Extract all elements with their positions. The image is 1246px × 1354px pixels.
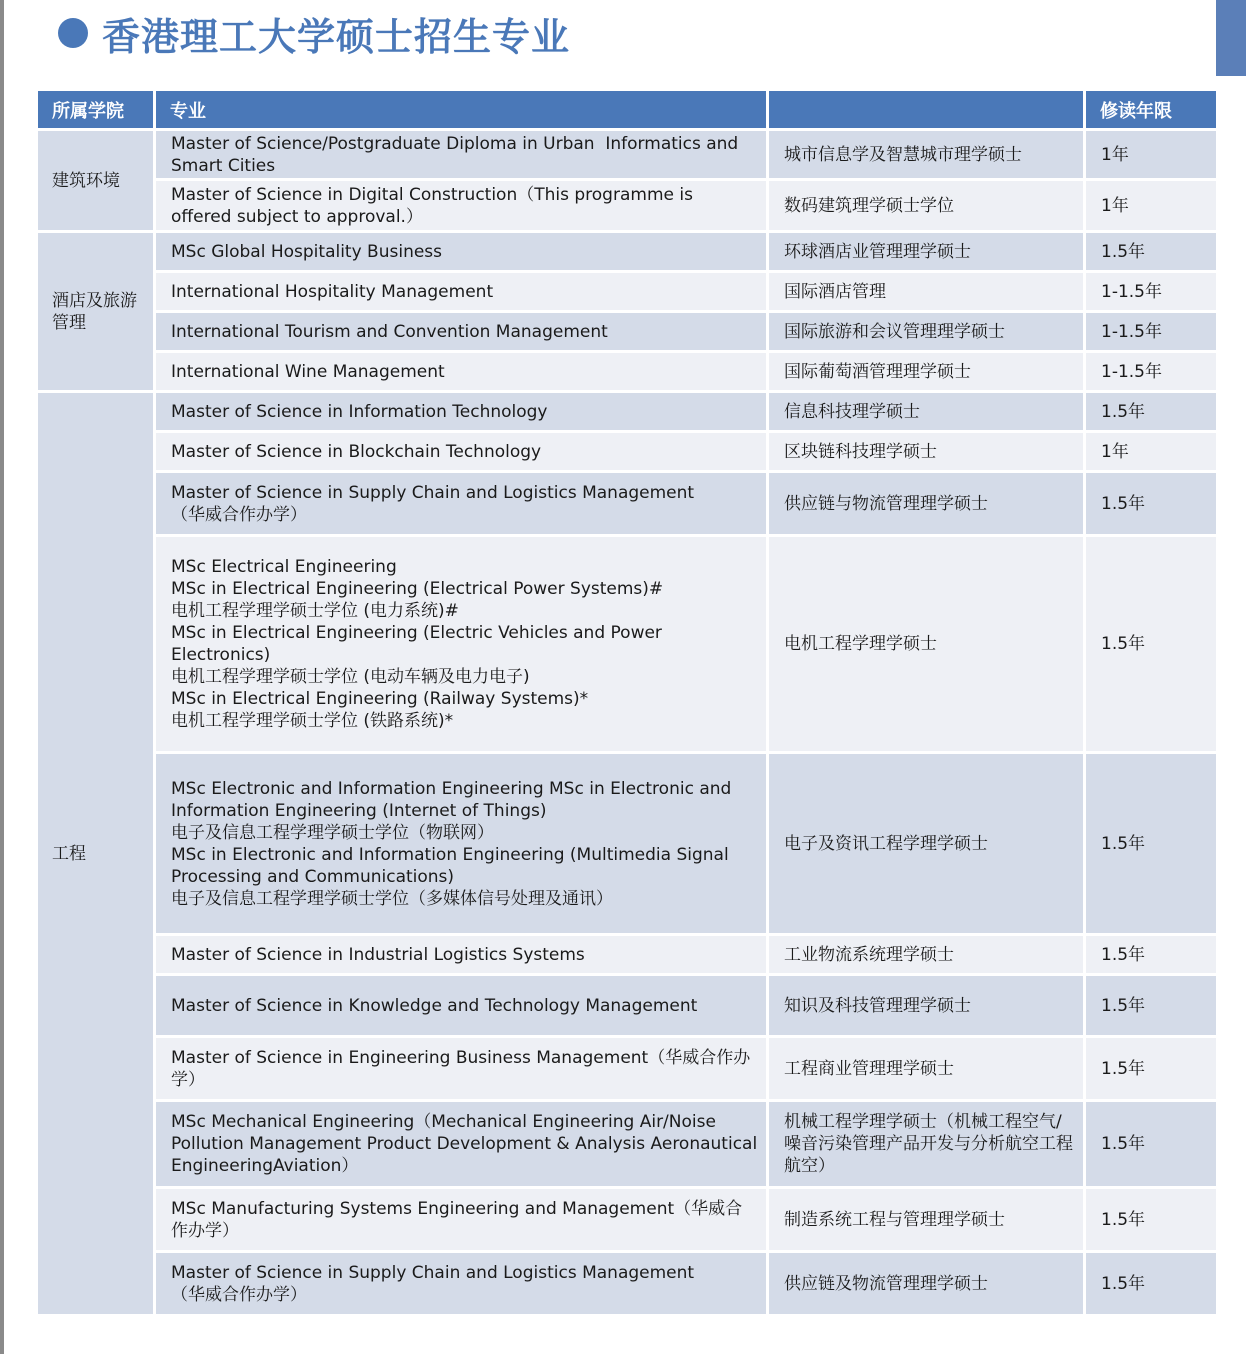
school-cell: 工程 (38, 393, 156, 1317)
chinese-name-line: 电子及资讯工程学理学硕士 (784, 833, 988, 854)
chinese-name-cell (769, 233, 1086, 273)
program-line: International Tourism and Convention Management (171, 321, 608, 342)
chinese-name-line: 城市信息学及智慧城市理学硕士 (784, 144, 1022, 165)
duration-cell: 1.5年 (1086, 754, 1216, 936)
chinese-name-line: 制造系统工程与管理理学硕士 (784, 1209, 1005, 1230)
chinese-name-line: 机械工程学理学硕士（机械工程空气/噪音污染管理产品开发与分析航空工程航空） (784, 1112, 1073, 1176)
program-cell (156, 313, 769, 353)
duration-cell: 1-1.5年 (1086, 273, 1216, 313)
school-cell: 建筑环境 (38, 131, 156, 233)
chinese-name-line: 供应链与物流管理理学硕士 (784, 493, 988, 514)
program-cell (156, 1189, 769, 1253)
table-row (38, 1253, 1216, 1317)
header-program: 专业 (156, 91, 769, 131)
program-cell (156, 976, 769, 1038)
program-cell (156, 233, 769, 273)
duration-cell: 1.5年 (1086, 233, 1216, 273)
table-row (38, 936, 1216, 976)
program-cell (156, 393, 769, 433)
program-line: MSc Mechanical Engineering（Mechanical Engineering Air/Noise Pollution Management Product Development & Analysis Aeronautical EngineeringAviation） (171, 1112, 763, 1176)
chinese-name-cell (769, 181, 1086, 233)
program-line: （华威合作办学） (171, 504, 307, 525)
program-cell (156, 473, 769, 537)
program-cell (156, 131, 769, 181)
chinese-name-cell (769, 754, 1086, 936)
table-row (38, 313, 1216, 353)
program-line: Master of Science in Engineering Business Management（华威合作办学） (171, 1047, 751, 1090)
program-line: Master of Science in Digital Construction（This programme is offered subject to approval.） (171, 184, 699, 227)
program-line: 电子及信息工程学理学硕士学位（多媒体信号处理及通讯） (171, 888, 613, 909)
program-line: Master of Science in Industrial Logistics Systems (171, 944, 585, 965)
duration-cell: 1-1.5年 (1086, 353, 1216, 393)
program-line: Master of Science in Supply Chain and Logistics Management (171, 482, 695, 503)
duration-cell: 1年 (1086, 433, 1216, 473)
table-row (38, 754, 1216, 936)
table-row (38, 181, 1216, 233)
chinese-name-line: 国际旅游和会议管理理学硕士 (784, 321, 1005, 342)
program-line: MSc Global Hospitality Business (171, 241, 443, 262)
table-row (38, 131, 1216, 181)
table-row (38, 273, 1216, 313)
chinese-name-cell (769, 1189, 1086, 1253)
program-cell (156, 936, 769, 976)
program-cell (156, 273, 769, 313)
program-line: 电子及信息工程学理学硕士学位（物联网） (171, 822, 494, 843)
program-cell (156, 181, 769, 233)
program-line: International Hospitality Management (171, 281, 494, 302)
chinese-name-line: 电机工程学理学硕士 (784, 634, 937, 654)
program-line: MSc Manufacturing Systems Engineering and Management（华威合作办学） (171, 1198, 743, 1241)
table-row (38, 233, 1216, 273)
chinese-name-line: 知识及科技管理理学硕士 (784, 995, 971, 1016)
program-line: MSc Electronic and Information Engineering MSc in Electronic and Information Engineering (Internet of Things) (171, 778, 737, 821)
program-line: （华威合作办学） (171, 1284, 307, 1305)
chinese-name-cell (769, 313, 1086, 353)
table-row (38, 1038, 1216, 1102)
chinese-name-line: 国际葡萄酒管理理学硕士 (784, 361, 971, 382)
duration-cell: 1年 (1086, 131, 1216, 181)
table-row (38, 537, 1216, 754)
program-cell (156, 1253, 769, 1317)
chinese-name-line: 信息科技理学硕士 (784, 401, 920, 422)
table-row (38, 433, 1216, 473)
program-line: 电机工程学理学硕士学位 (电力系统)# (171, 601, 459, 621)
duration-cell: 1.5年 (1086, 473, 1216, 537)
duration-cell: 1-1.5年 (1086, 313, 1216, 353)
chinese-name-line: 工程商业管理理学硕士 (784, 1058, 954, 1079)
chinese-name-cell (769, 1102, 1086, 1189)
duration-cell: 1.5年 (1086, 1189, 1216, 1253)
chinese-name-line: 供应链及物流管理理学硕士 (784, 1273, 988, 1294)
chinese-name-cell (769, 131, 1086, 181)
program-line: MSc in Electrical Engineering (Electrical Power Systems)# (171, 579, 664, 599)
chinese-name-line: 国际酒店管理 (784, 281, 886, 302)
program-line: Master of Science in Information Technology (171, 401, 548, 422)
duration-cell: 1.5年 (1086, 393, 1216, 433)
program-cell (156, 353, 769, 393)
chinese-name-cell (769, 433, 1086, 473)
program-line: MSc in Electrical Engineering (Electric Vehicles and Power Electronics) (171, 623, 668, 665)
program-cell (156, 754, 769, 936)
program-line: International Wine Management (171, 361, 445, 382)
program-cell (156, 433, 769, 473)
school-cell: 酒店及旅游管理 (38, 233, 156, 393)
duration-cell: 1.5年 (1086, 976, 1216, 1038)
table-row (38, 1189, 1216, 1253)
programs-table (38, 91, 1216, 1317)
chinese-name-line: 工业物流系统理学硕士 (784, 944, 954, 965)
program-line: 电机工程学理学硕士学位 (铁路系统)* (171, 711, 454, 731)
chinese-name-line: 区块链科技理学硕士 (784, 441, 937, 462)
chinese-name-cell (769, 537, 1086, 754)
chinese-name-cell (769, 473, 1086, 537)
table-header-row (38, 91, 1216, 131)
page-header (58, 8, 570, 58)
table-row (38, 473, 1216, 537)
header-school: 所属学院 (38, 91, 156, 131)
table-row (38, 976, 1216, 1038)
page-title: 香港理工大学硕士招生专业 (102, 14, 571, 59)
program-line: MSc in Electronic and Information Engineering (Multimedia Signal Processing and Communications) (171, 844, 735, 887)
duration-cell: 1.5年 (1086, 1253, 1216, 1317)
duration-cell: 1.5年 (1086, 1038, 1216, 1102)
page-left-edge (0, 0, 4, 1354)
programs-table-wrapper (38, 91, 1216, 1317)
table-row (38, 1102, 1216, 1189)
duration-cell: 1.5年 (1086, 936, 1216, 976)
header-duration: 修读年限 (1086, 91, 1216, 131)
table-body (38, 131, 1216, 1317)
program-line: Master of Science in Blockchain Technology (171, 441, 542, 462)
chinese-name-cell (769, 976, 1086, 1038)
chinese-name-cell (769, 1253, 1086, 1317)
chinese-name-cell (769, 353, 1086, 393)
chinese-name-line: 数码建筑理学硕士学位 (784, 195, 954, 216)
program-cell (156, 1102, 769, 1189)
program-line: Master of Science/Postgraduate Diploma in Urban Informatics and Smart Cities (171, 133, 744, 176)
program-line: MSc in Electrical Engineering (Railway Systems)* (171, 689, 589, 709)
chinese-name-cell (769, 393, 1086, 433)
program-line: Master of Science in Supply Chain and Logistics Management (171, 1262, 695, 1283)
chinese-name-cell (769, 1038, 1086, 1102)
corner-accent-tab (1216, 0, 1246, 76)
program-line: Master of Science in Knowledge and Technology Management (171, 995, 698, 1016)
chinese-name-cell (769, 273, 1086, 313)
program-cell (156, 537, 769, 754)
chinese-name-line: 环球酒店业管理理学硕士 (784, 241, 971, 262)
bullet-dot-icon (58, 18, 88, 48)
program-cell (156, 1038, 769, 1102)
table-row (38, 393, 1216, 433)
duration-cell: 1.5年 (1086, 1102, 1216, 1189)
header-chinese-name (769, 91, 1086, 131)
table-row (38, 353, 1216, 393)
program-line: 电机工程学理学硕士学位 (电动车辆及电力电子) (171, 667, 530, 687)
duration-cell: 1年 (1086, 181, 1216, 233)
duration-cell: 1.5年 (1086, 537, 1216, 754)
program-line: MSc Electrical Engineering (171, 557, 397, 577)
chinese-name-cell (769, 936, 1086, 976)
